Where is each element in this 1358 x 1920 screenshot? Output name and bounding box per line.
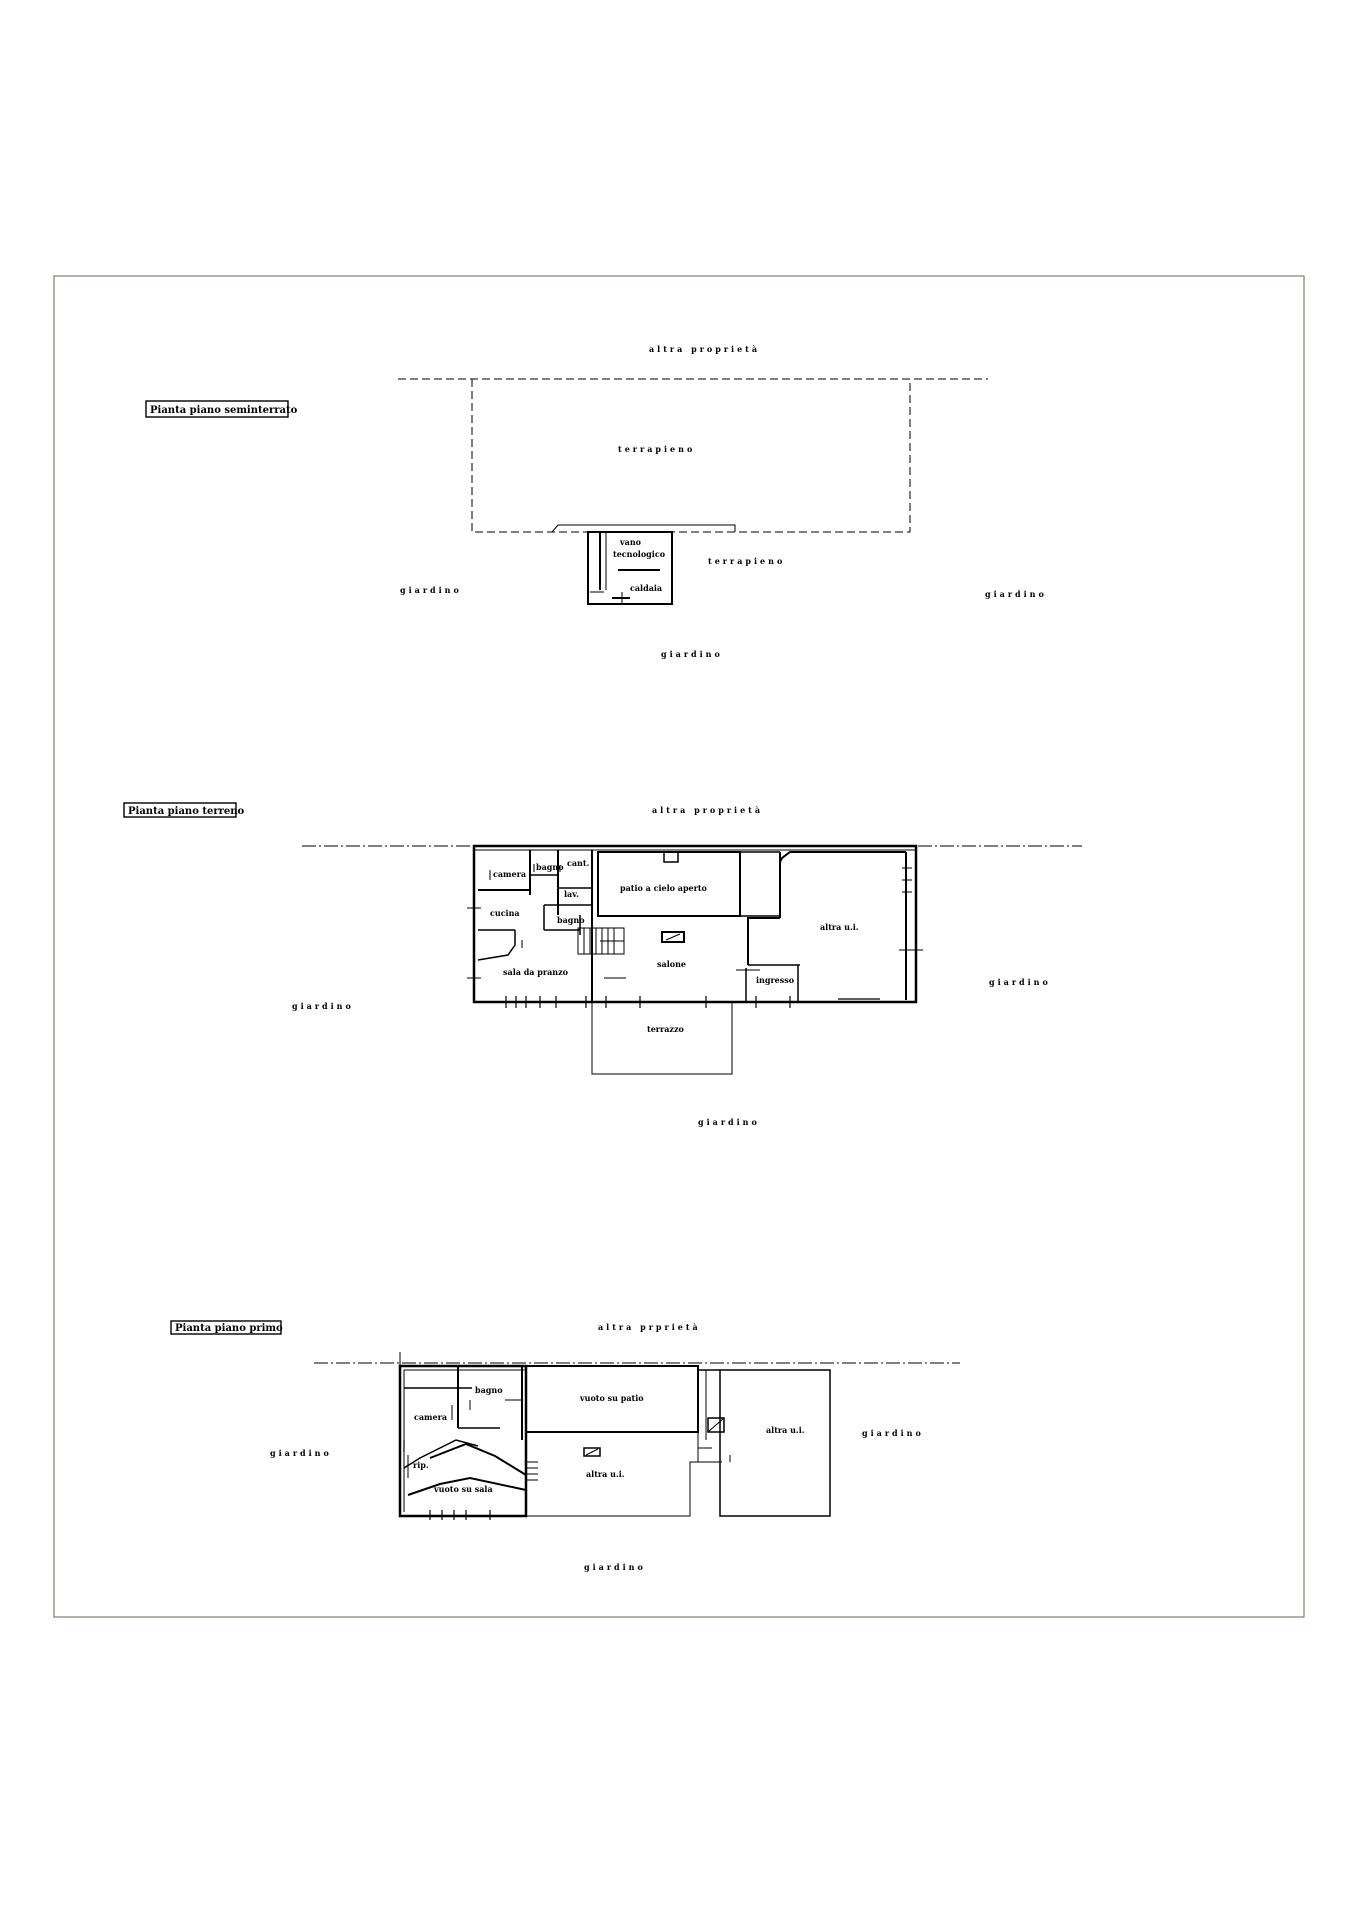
north-label: altra prprietà: [598, 1322, 701, 1332]
room-label: rip.: [413, 1460, 429, 1470]
room-label: altra u.i.: [820, 922, 859, 932]
giardino-label: giardino: [698, 1117, 760, 1127]
north-label: altra proprietà: [649, 344, 761, 354]
plan-title: Pianta piano seminterrato: [150, 405, 298, 416]
room-label: altra u.i.: [586, 1469, 625, 1479]
room-label: bagno: [557, 915, 585, 925]
room-label: camera: [493, 869, 527, 879]
terrapieno-label: terrapieno: [618, 444, 696, 454]
giardino-label: giardino: [400, 585, 462, 595]
terrapieno-side-label: terrapieno: [708, 556, 786, 566]
room-label: cucina: [490, 908, 520, 918]
room-label: terrazzo: [647, 1024, 684, 1034]
room-label: ingresso: [756, 975, 795, 985]
room-label: altra u.i.: [766, 1425, 805, 1435]
plan-title: Pianta piano terreno: [128, 806, 245, 817]
room-label: caldaia: [630, 583, 663, 593]
giardino-label: giardino: [270, 1448, 332, 1458]
giardino-label: giardino: [292, 1001, 354, 1011]
room-label: vuoto su patio: [580, 1393, 644, 1403]
giardino-label: giardino: [584, 1562, 646, 1572]
room-label: sala da pranzo: [503, 967, 568, 977]
room-label: camera: [414, 1412, 448, 1422]
giardino-label: giardino: [661, 649, 723, 659]
room-label: cant.: [567, 858, 590, 868]
room-label: tecnologico: [613, 549, 666, 559]
room-label: vuoto su sala: [434, 1484, 493, 1494]
giardino-label: giardino: [989, 977, 1051, 987]
room-label: bagno: [475, 1385, 503, 1395]
giardino-label: giardino: [985, 589, 1047, 599]
north-label: altra proprietà: [652, 805, 764, 815]
giardino-label: giardino: [862, 1428, 924, 1438]
room-label: patio a cielo aperto: [620, 883, 707, 893]
room-label: bagno: [536, 862, 564, 872]
room-label: vano: [620, 537, 641, 547]
plan-title: Pianta piano primo: [175, 1323, 283, 1334]
room-label: lav.: [564, 889, 579, 899]
room-label: salone: [657, 959, 686, 969]
